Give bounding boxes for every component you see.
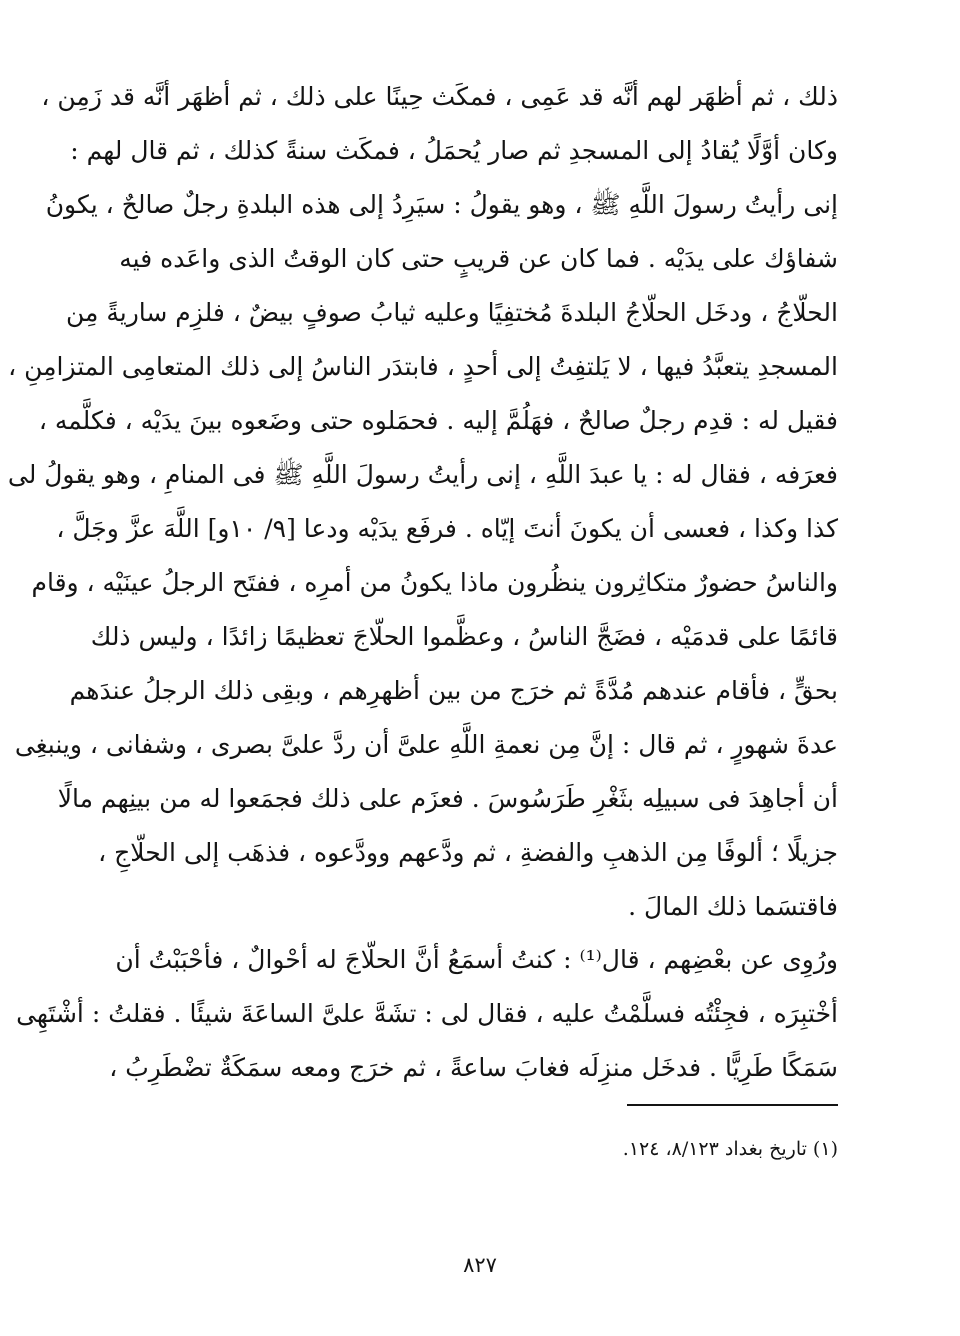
text-line: المسجدِ يتعبَّدُ فيها ، لا يَلتفِتُ إلى أحدٍ ، فابتدَر الناسُ إلى ذلك المتعامِى المتزامِنِ ،: [8, 352, 838, 381]
text-line: أن أجاهِدَ فى سبيلِه بثَغْرِ طَرَسُوسَ . فعزَم على ذلك فجمَعوا له من بينِهم مالًا: [57, 784, 838, 813]
text-line: فقيل له : قدِم رجلٌ صالحٌ ، فهَلُمَّ إليه . فحمَلوه حتى وضَعوه بينَ يدَيْه ، فكلَّمه ،: [38, 406, 838, 435]
text-line: سَمَكًا طَرِيًّا . فدخَل منزِلَه فغابَ ساعةً ، ثم خرَج ومعه سمَكَةٌ تضْطَرِبُ ،: [109, 1053, 838, 1082]
text-line: ذلك ، ثم أظهَر لهم أنَّه قد عَمِى ، فمكَث حِينًا على ذلك ، ثم أظهَر أنَّه قد زَمِن ،: [41, 82, 838, 111]
footnote: (١) تاريخ بغداد ٨/١٢٣، ١٢٤.: [622, 1138, 838, 1160]
text-line: الحلّاجُ ، ودخَل الحلّاجُ البلدةَ مُختفِيًا وعليه ثيابُ صوفٍ بيضٌ ، فلزِم ساريةً مِن: [65, 298, 838, 327]
second-paragraph: [16, 933, 838, 1095]
text-line: قائمًا على قدمَيْه ، فضَجَّ الناسُ ، وعظَّموا الحلّاجَ تعظيمًا زائدًا ، وليس ذلك: [90, 622, 838, 651]
page-number: ٨٢٧: [463, 1253, 497, 1277]
footnote-divider: [627, 1104, 838, 1106]
text-line: بحقٍّ ، فأقام عندهم مُدَّةً ثم خرَج من بين أظهرِهم ، وبقِى ذلك الرجلُ عندَهم: [69, 676, 838, 705]
text-line: إنى رأيتُ رسولَ اللَّهِ ﷺ ، وهو يقولُ : سيَرِدُ إلى هذه البلدةِ رجلٌ صالحٌ ، يكونُ: [45, 190, 838, 219]
text-line: عدةَ شهورٍ ، ثم قال : إنَّ مِن نعمةِ اللَّهِ علىَّ أن ردَّ علىَّ بصرى ، وشفانى ، وينبغِى: [14, 730, 838, 759]
text-line: شفاؤك على يدَيْه . فما كان عن قريبٍ حتى كان الوقتُ الذى واعَده فيه: [119, 244, 838, 273]
text-line: ورُوِى عن بعْضِهم ، قال⁽¹⁾ : كنتُ أسمَعُ أنَّ الحلّاجَ له أحْوالٌ ، فأحْبَبْتُ أن: [115, 945, 838, 974]
text-line: وكان أوَّلًا يُقادُ إلى المسجدِ ثم صار يُحمَلُ ، فمكَث سنةً كذلك ، ثم قال لهم :: [70, 136, 838, 165]
text-line: فعرَفه ، فقال له : يا عبدَ اللَّهِ ، إنى رأيتُ رسولَ اللَّهِ ﷺ فى المنامِ ، وهو يقولُ لى: [7, 460, 838, 489]
text-line: كذا وكذا ، فعسى أن يكونَ أنتَ إيّاه . فرفَع يدَيْه ودعا [٩/ ١٠و] اللَّهَ عزَّ وجَلَّ ،: [56, 514, 838, 543]
text-line: والناسُ حضورٌ متكاثِرون ينظُرون ماذا يكونُ من أمرِه ، ففتَح الرجلُ عينَيْه ، وقام: [31, 568, 838, 597]
text-line: فاقتسَما ذلك المالَ .: [628, 892, 838, 921]
main-paragraph: [7, 70, 838, 934]
text-line: جزيلًا ؛ ألوفًا مِن الذهبِ والفضةِ ، ثم ودَّعهم وودَّعوه ، فذهَب إلى الحلّاجِ ،: [98, 838, 838, 867]
text-line: أخْتبِرَه ، فجِئْتُه فسلَّمْتُ عليه ، فقال لى : تشَهَّ علىَّ الساعَةَ شيئًا . فقلتُ : أشْتَهِى: [16, 999, 838, 1028]
